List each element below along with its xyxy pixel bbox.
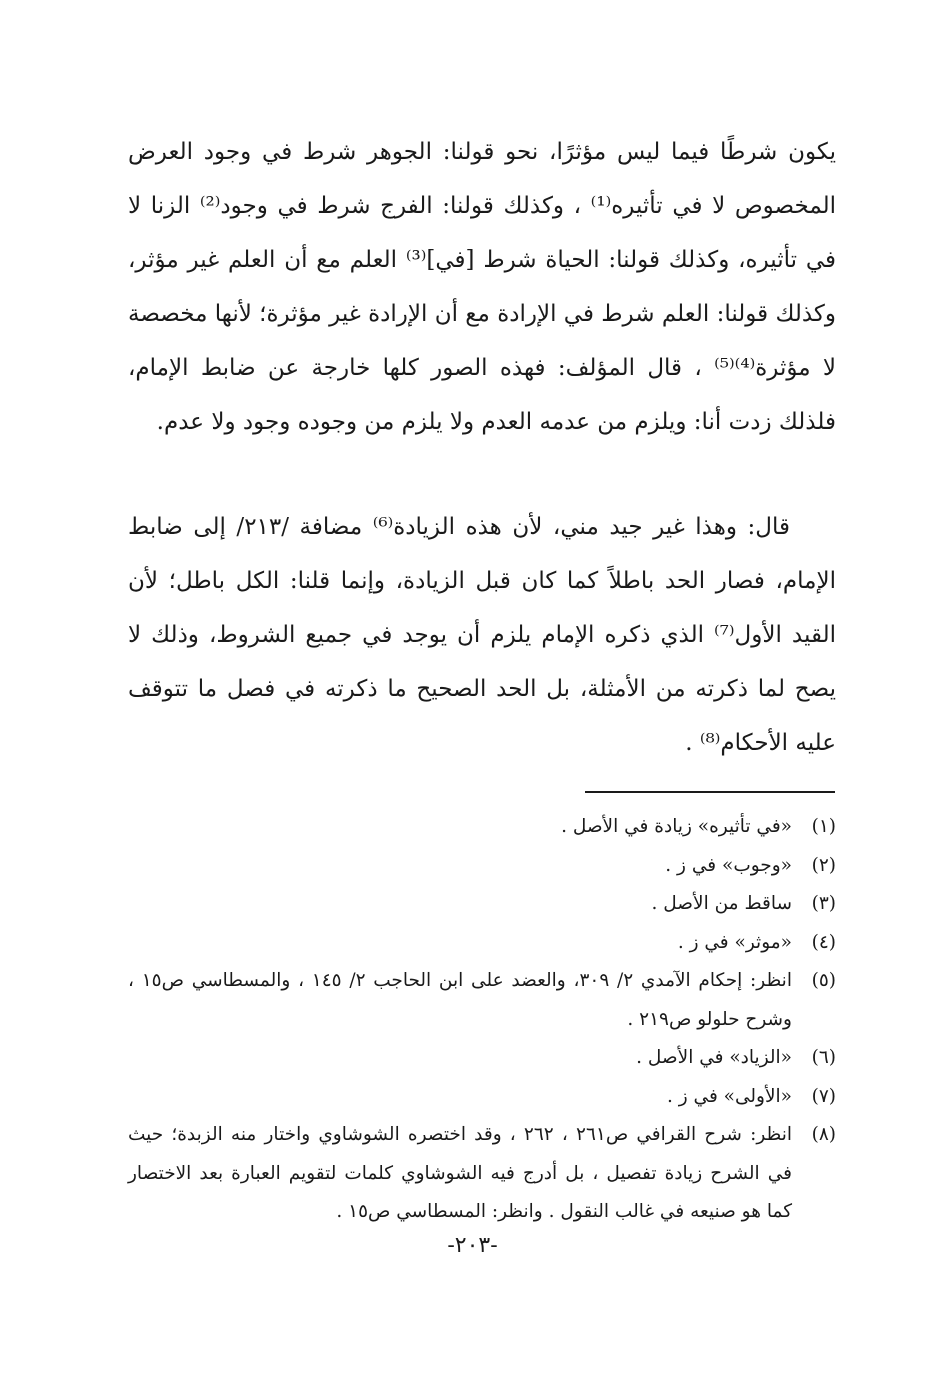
footnote-item xyxy=(128,1039,836,1078)
footnote-text: «وجوب» في ز . xyxy=(665,854,792,876)
footnote-divider xyxy=(585,791,835,793)
footnote-number: (٧) xyxy=(811,1085,836,1107)
main-paragraph-2 xyxy=(128,500,836,770)
footnote-text: انظر: شرح القرافي ص٢٦١ ، ٢٦٢ ، وقد اختصره الشوشاوي واختار منه الزبدة؛ حيث في الشرح زيادة تفصيل ، بل أدرج فيه الشوشاوي كلمات لتقويم العبارة بعد الاختصار كما هو صنيعه في غالب النقول . وانظر: المسطاسي ص١٥ . xyxy=(128,1124,792,1222)
footnote-item xyxy=(128,962,836,1039)
footnote-text: «الزياد» في الأصل . xyxy=(636,1047,792,1068)
footnote-item xyxy=(128,808,836,847)
footnote-number: (٣) xyxy=(811,893,836,914)
footnote-text: ساقط من الأصل . xyxy=(651,893,792,914)
footnote-number: (٢) xyxy=(811,854,836,876)
paragraph-2-text: قال: وهذا غير جيد مني، لأن هذه الزيادة⁽⁶⁾ مضافة /٢١٣/ إلى ضابط الإمام، فصار الحد باطلاً كما كان قبل الزيادة، وإنما قلنا: الكل باطل؛ لأن القيد الأول⁽⁷⁾ الذي ذكره الإمام يلزم أن يوجد في جميع الشروط، وذلك لا يصح لما ذكرته من الأمثلة، بل الحد الصحيح ما ذكرته في فصل ما تتوقف عليه الأحكام⁽⁸⁾ . xyxy=(128,514,836,756)
footnote-item xyxy=(128,885,836,924)
footnote-text: «في تأثيره» زيادة في الأصل . xyxy=(561,816,792,837)
footnote-item xyxy=(128,924,836,963)
footnotes-list xyxy=(128,808,836,1232)
footnote-number: (٦) xyxy=(811,1047,836,1068)
footnote-item xyxy=(128,1116,836,1232)
footnote-number: (٤) xyxy=(811,931,836,953)
footnote-text: «موثر» في ز . xyxy=(677,931,792,953)
main-paragraph-1 xyxy=(128,125,836,449)
footnote-item xyxy=(128,1078,836,1117)
footnote-text: انظر: إحكام الآمدي ٢/ ٣٠٩، والعضد على ابن الحاجب ٢/ ١٤٥ ، والمسطاسي ص١٥ ، وشرح حلولو ص٢١٩ . xyxy=(128,970,792,1030)
footnote-number: (٥) xyxy=(811,970,836,991)
page-number: -٢٠٣- xyxy=(447,1233,498,1258)
paragraph-1-text: يكون شرطًا فيما ليس مؤثرًا، نحو قولنا: الجوهر شرط في وجود العرض المخصوص لا في تأثيره⁽¹⁾ ، وكذلك قولنا: الفرج شرط في وجود⁽²⁾ الزنا لا في تأثيره، وكذلك قولنا: الحياة شرط [في]⁽³⁾ العلم مع أن العلم غير مؤثر، وكذلك قولنا: العلم شرط في الإرادة مع أن الإرادة غير مؤثرة؛ لأنها مخصصة لا مؤثرة⁽⁴⁾⁽⁵⁾ ، قال المؤلف: فهذه الصور كلها خارجة عن ضابط الإمام، فلذلك زدت أنا: ويلزم من عدمه العدم ولا يلزم من وجوده وجود ولا عدم. xyxy=(128,139,837,435)
footnote-number: (١) xyxy=(811,816,836,837)
footnote-item xyxy=(128,847,836,886)
footnote-text: «الأولى» في ز . xyxy=(666,1085,792,1107)
footnote-number: (٨) xyxy=(811,1124,836,1145)
